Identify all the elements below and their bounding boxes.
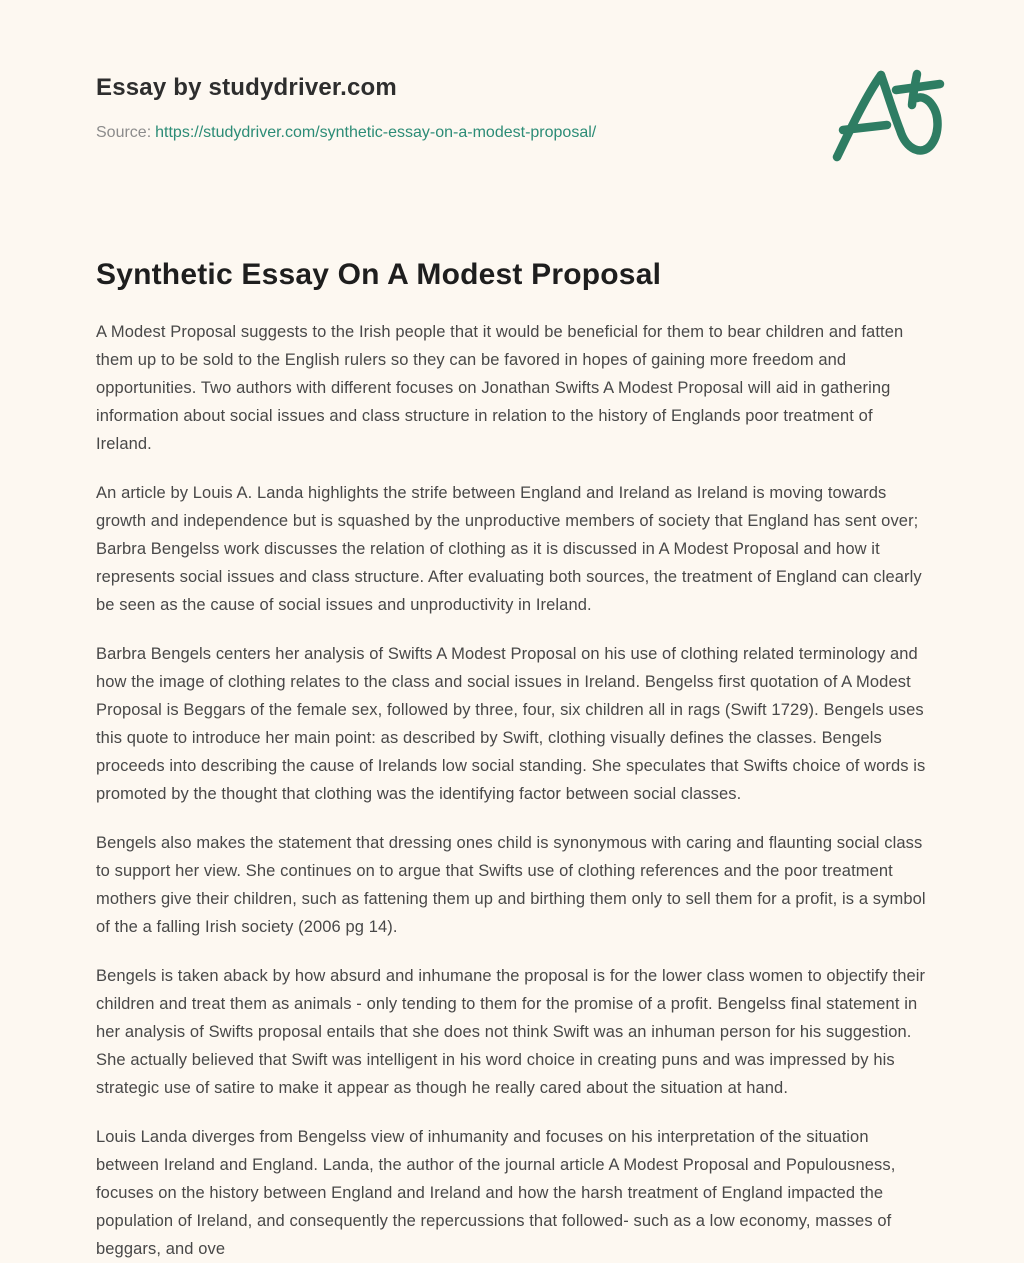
site-title: Essay by studydriver.com — [96, 74, 397, 101]
source-link[interactable]: https://studydriver.com/synthetic-essay-on-a-modest-proposal/ — [155, 124, 597, 141]
logo-plus-horizontal — [896, 84, 940, 90]
document-header — [96, 66, 928, 142]
essay-paragraph: Louis Landa diverges from Bengelss view of inhumanity and focuses on his interpretation of the situation between Ireland and England. Landa, the author of the journal article A Modest Proposal and Populousness, focuses on the history between England and Ireland and how the harsh treatment of England impacted the population of Ireland, and consequently the repercussions that followed- such as a low economy, masses of beggars, and ove — [96, 1128, 896, 1258]
essay-title: Synthetic Essay On A Modest Proposal — [96, 258, 662, 291]
essay-paragraph: A Modest Proposal suggests to the Irish people that it would be beneficial for them to bear children and fatten them up to be sold to the English rulers so they can be favored in hopes of gaining more freedom and opportunities. Two authors with different focuses on Jonathan Swifts A Modest Proposal will aid in gathering information about social issues and class structure in relation to the history of Englands poor treatment of Ireland. — [96, 323, 904, 453]
essay-paragraph: An article by Louis A. Landa highlights the strife between England and Ireland as Ireland is moving towards growth and independence but is squashed by the unproductive members of society that England has sent over; Barbra Bengelss work discusses the relation of clothing as it is discussed in A Modest Proposal and how it represents social issues and class structure. After evaluating both sources, the treatment of England can clearly be seen as the cause of social issues and unproductivity in Ireland. — [96, 484, 922, 614]
logo-a-left-stroke — [837, 75, 881, 157]
logo-a-crossbar — [843, 125, 887, 130]
essay-paragraph: Bengels also makes the statement that dressing ones child is synonymous with caring and flaunting social class to support her view. She continues on to argue that Swifts use of clothing references and the poor treatment mothers give their children, such as fattening them up and birthing them only to sell them for a profit, is a symbol of the a falling Irish society (2006 pg 14). — [96, 834, 926, 936]
a-plus-logo-icon — [830, 68, 952, 162]
essay-paragraph: Barbra Bengels centers her analysis of Swifts A Modest Proposal on his use of clothing related terminology and how the image of clothing relates to the class and social issues in Ireland. Bengelss first quotation of A Modest Proposal is Beggars of the female sex, followed by three, four, six children all in rags (Swift 1729). Bengels uses this quote to introduce her main point: as described by Swift, clothing visually defines the classes. Bengels proceeds into describing the cause of Irelands low social standing. She speculates that Swifts choice of words is promoted by the thought that clothing was the identifying factor between social classes. — [96, 645, 926, 803]
essay-paragraph: Bengels is taken aback by how absurd and inhumane the proposal is for the lower class women to objectify their children and treat them as animals - only tending to them for the promise of a profit. Bengelss final statement in her analysis of Swifts proposal entails that she does not think Swift was an inhuman person for his suggestion. She actually believed that Swift was intelligent in his word choice in creating puns and was impressed by his strategic use of satire to make it appear as though he really cared about the situation at hand. — [96, 967, 926, 1097]
source-label: Source: — [96, 124, 152, 141]
essay-body — [96, 318, 928, 1263]
source-line — [96, 124, 928, 142]
